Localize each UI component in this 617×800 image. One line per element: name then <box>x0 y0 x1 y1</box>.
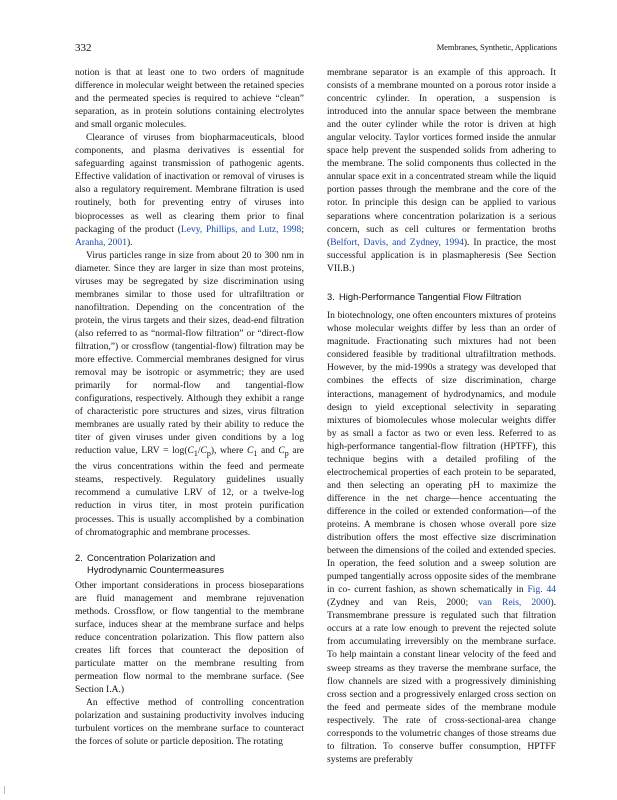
paragraph-fluid-management: Other important considerations in process bioseparations are fluid management and membrane rejuvenation methods. Crossflow, or flow tangential to the membrane surface, induces shear at the membrane surface and helps reduce concentration polarization. This flow pattern also creates lift forces that counteract the deposition of particulate matter on the membrane resulting from permeation flow normal to the membrane surface. (See Section I.A.) <box>75 579 304 695</box>
paragraph-virus-clearance: Clearance of viruses from biopharmaceuticals, blood components, and plasma derivatives is essential for safeguarding against transmission of pathogenic agents. Effective validation of inactivation or removal of viruses is also a regulatory requirement. Membrane filtration is used routinely, both for preventing entry of viruses into bioprocesses as well as clearing them prior to final packaging of the product (Levy, Phillips, and Lutz, 1998; Aranha, 2001). <box>75 132 304 248</box>
paragraph-continuation: notion is that at least one to two orders of magnitude difference in molecular weight between the retained species and the permeated species is required to achieve “clean” separation, as in protein solutions containing electrolytes and small organic molecules. <box>75 67 304 131</box>
section-heading-2: 2. Concentration Polarization and Hydrodynamic Countermeasures <box>75 551 225 576</box>
left-column <box>75 66 304 748</box>
running-head: Membranes, Synthetic, Applications <box>436 42 557 52</box>
section-heading-3: 3. High-Performance Tangential Flow Filtration <box>327 290 522 302</box>
paragraph-vortices: An effective method of controlling concentration polarization and sustaining productivity involves inducing turbulent vortices on the membrane surface to counteract the forces of solute or particle deposition. The rotating <box>75 697 304 748</box>
page-number: 332 <box>75 42 92 54</box>
citation-link-belfort[interactable]: Belfort, Davis, and Zydney, 1994 <box>330 236 464 248</box>
paragraph-hptff: In biotechnology, one often encounters mixtures of proteins whose molecular weights differ by less than an order of magnitude. Fractionating such mixtures had not been considered feasible by traditional ultrafiltration methods. However, by the mid-1990s a strategy was developed that combines the effects of size discrimination, charge interactions, management of hydrodynamics, and module design to yield exceptional selectivity in separating mixtures of biomolecules whose molecular weights differ by as small a factor as two or even less. Referred to as high-performance tangential-flow filtration (HPTFF), this technique begins with a detailed profiling of the electrochemical properties of each protein to be separated, and then selecting an operating pH to maximize the difference in the net charge—hence accentuating the difference in the coiled or extended conformation—of the proteins. A membrane is chosen whose overall pore size distribution offers the most effective size discrimination between the dimensions of the coiled and extended species. In operation, the feed solution and a sweep solution are pumped tangentially across opposite sides of the membrane in co- current fashion, as shown schematically in Fig. 44 (Zydney and van Reis, 2000; van Reis, 2000). Transmembrane pressure is regulated such that filtration occurs at a rate low enough to prevent the rejected solute from accumulating irreversibly on the membrane surface. To help maintain a constant linear velocity of the feed and sweep streams as they traverse the membrane surface, the flow channels are sized with a progressively diminishing cross section and a progressively enlarged cross section on the feed and permeate sides of the membrane module respectively. The rate of cross-sectional-area change corresponds to the volumetric changes of those streams due to filtration. To conserve buffer consumption, HPTFF systems are preferably <box>327 310 557 765</box>
paragraph-rotating-separator: membrane separator is an example of this approach. It consists of a membrane mounted on a porous rotor inside a concentric cylinder. In operation, a suspension is introduced into the annular space between the membrane and the outer cylinder while the rotor is driven at high angular velocity. Taylor vortices formed inside the annular space help prevent the suspended solids from adhering to the membrane. The solid components thus collected in the annular space exit in a concentrated stream while the liquid portion passes through the membrane and the core of the rotor. In principle this design can be applied to various separations where concentration polarization is a serious concern, such as cell cultures or fermentation broths (Belfort, Davis, and Zydney, 1994). In practice, the most successful application is in plasmapheresis (See Section VII.B.) <box>327 67 556 274</box>
figure-link-44[interactable]: Fig. 44 <box>527 584 556 596</box>
citation-link-aranha[interactable]: Aranha, 2001 <box>75 236 127 248</box>
paragraph-virus-particles: Virus particles range in size from about 20 to 300 nm in diameter. Since they are larger in size than most proteins, viruses may be segregated by size discrimination using membranes similar to those used for ultrafiltration or nanofiltration. Depending on the concentration of the protein, the virus targets and their sizes, dead-end filtration (also referred to as “normal-flow filtration” or “direct-flow filtration,”) or crossflow (tangential-flow) filtration may be more effective. Commercial membranes designed for virus removal may be isotropic or asymmetric; they are used primarily for normal-flow and tangential-flow configurations, respectively. Although they exhibit a range of characteristic pore structures and sizes, virus filtration membranes are usually rated by their ability to reduce the titer of given viruses under given conditions by a log reduction value, LRV = $\log(C_1/C_p)$, where $C_1$ and $C_p$ are the virus concentrations within the feed and permeate steams, respectively. Regulatory guidelines usually recommend a cumulative LRV of 12, or a twelve-log reduction in virus titer, in most protein purification processes. This is usually accomplished by a combination of chromatographic and membrane processes. <box>75 249 304 538</box>
citation-link-van-reis[interactable]: van Reis, 2000 <box>478 597 551 609</box>
page-header <box>75 42 557 56</box>
citation-link-levy[interactable]: Levy, Phillips, and Lutz, 1998 <box>180 223 302 235</box>
right-column <box>327 66 556 766</box>
crop-mark <box>4 786 7 794</box>
